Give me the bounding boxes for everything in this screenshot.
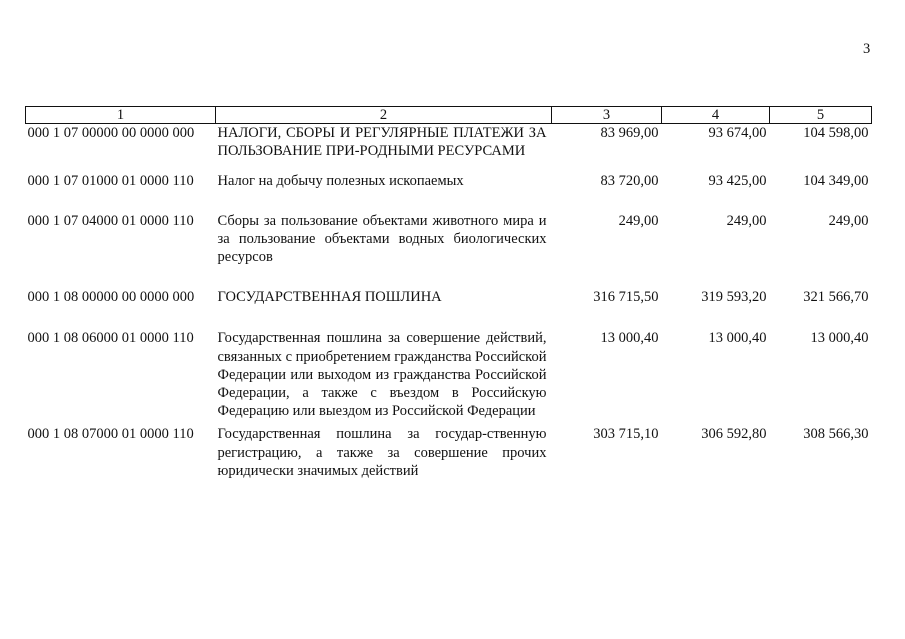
value-col-4: 13 000,40 [708,330,767,347]
column-header-1: 1 [26,107,216,124]
column-header-5: 5 [770,107,872,124]
item-name: НАЛОГИ, СБОРЫ И РЕГУЛЯРНЫЕ ПЛАТЕЖИ ЗА ПОЛЬЗОВАНИЕ ПРИ-РОДНЫМИ РЕСУРСАМИ [217,125,547,160]
value-col-5: 13 000,40 [810,330,869,347]
value-col-3: 303 715,10 [593,426,659,443]
value-col-3: 83 720,00 [600,173,659,190]
table-row [26,124,872,173]
table-row [26,425,872,480]
table-row [26,329,872,425]
value-col-4: 93 425,00 [708,173,767,190]
column-header-3: 3 [552,107,662,124]
table-row [26,288,872,329]
item-name: Налог на добычу полезных ископаемых [217,173,464,190]
value-col-4: 319 593,20 [701,289,767,306]
page-number: 3 [863,41,871,57]
value-col-5: 308 566,30 [803,426,869,443]
value-col-5: 104 349,00 [803,173,869,190]
table-row [26,172,872,211]
budget-code: 000 1 08 07000 01 0000 110 [27,426,194,443]
budget-code: 000 1 07 01000 01 0000 110 [27,173,194,190]
item-name: ГОСУДАРСТВЕННАЯ ПОШЛИНА [217,289,442,306]
budget-code: 000 1 07 00000 00 0000 000 [27,125,195,141]
budget-code: 000 1 08 00000 00 0000 000 [27,289,195,306]
value-col-4: 306 592,80 [701,426,767,443]
item-name: Государственная пошлина за государ-ственную регистрацию, а также за совершение прочих юридически значимых действий [217,426,547,479]
value-col-3: 316 715,50 [593,289,659,306]
item-name: Сборы за пользование объектами животного мира и за пользование объектами водных биологических ресурсов [217,212,547,266]
budget-code: 000 1 08 06000 01 0000 110 [27,330,194,347]
value-col-4: 249,00 [726,212,767,229]
value-col-3: 13 000,40 [600,330,659,347]
value-col-5: 321 566,70 [803,289,869,306]
budget-code: 000 1 07 04000 01 0000 110 [27,212,194,229]
table-row [26,212,872,289]
value-col-3: 83 969,00 [600,125,659,141]
value-col-5: 249,00 [828,212,869,229]
value-col-3: 249,00 [618,212,659,229]
header-row [26,107,872,124]
column-header-2: 2 [216,107,552,124]
column-header-4: 4 [662,107,770,124]
value-col-4: 93 674,00 [708,125,767,141]
budget-table [25,106,872,480]
value-col-5: 104 598,00 [803,125,869,141]
item-name: Государственная пошлина за совершение действий, связанных с приобретением гражданства Российской Федерации или выходом из гражданства Российской Федерации, а также с въездом в Российскую Федерацию или выездом из Российской Федерации [217,330,547,420]
